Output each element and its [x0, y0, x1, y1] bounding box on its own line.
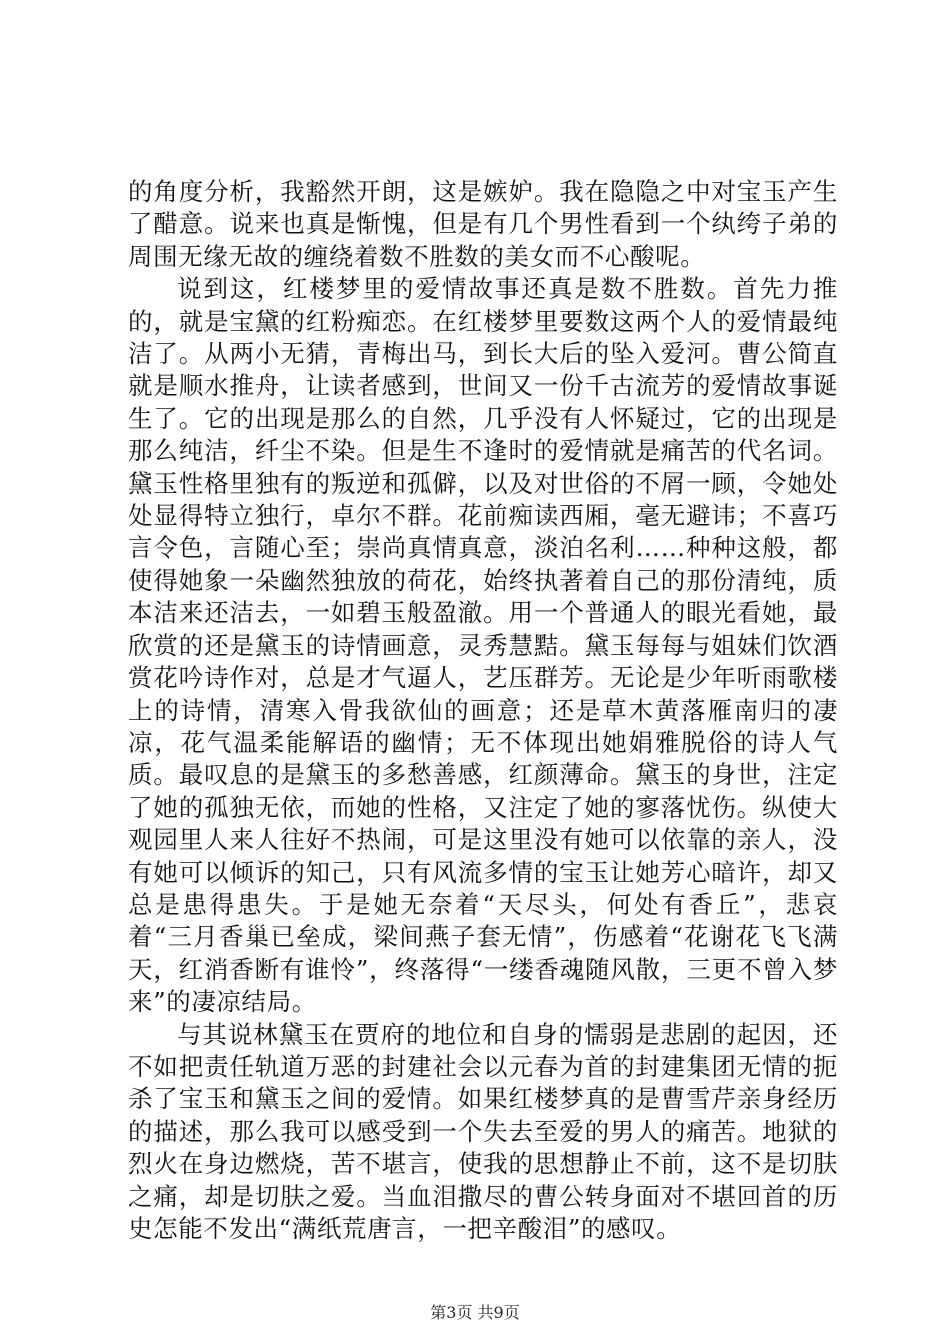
document-body	[128, 176, 838, 1245]
page-footer	[0, 1300, 950, 1323]
paragraph-tragedy-cause: 与其说林黛玉在贾府的地位和自身的懦弱是悲剧的起因，还不如把责任轨道万恶的封建社会以元春为首的封建集团无情的扼杀了宝玉和黛玉之间的爱情。如果红楼梦真的是曹雪芹亲身经历的描述，那么我可以感受到一个失去至爱的男人的痛苦。地狱的烈火在身边燃烧，苦不堪言，使我的思想静止不前，这不是切肤之痛，却是切肤之爱。当血泪撒尽的曹公转身面对不堪回首的历史怎能不发出“满纸荒唐言，一把辛酸泪”的感叹。	[128, 1019, 838, 1243]
paragraph-continuation: 的角度分析，我豁然开朗，这是嫉妒。我在隐隐之中对宝玉产生了醋意。说来也真是惭愧，但是有几个男性看到一个纨绔子弟的周围无缘无故的缠绕着数不胜数的美女而不心酸呢。	[128, 177, 838, 271]
page-number: 第3页 共9页	[430, 1303, 520, 1322]
paragraph-daiyu-love: 说到这，红楼梦里的爱情故事还真是数不胜数。首先力推的，就是宝黛的红粉痴恋。在红楼梦里要数这两个人的爱情最纯洁了。从两小无猜，青梅出马，到长大后的坠入爱河。曹公简直就是顺水推舟，让读者感到，世间又一份千古流芳的爱情故事诞生了。它的出现是那么的自然，几乎没有人怀疑过，它的出现是那么纯洁，纤尘不染。但是生不逢时的爱情就是痛苦的代名词。黛玉性格里独有的叛逆和孤僻，以及对世俗的不屑一顾，令她处处显得特立独行，卓尔不群。花前痴读西厢，毫无避讳；不喜巧言令色，言随心至；崇尚真情真意，淡泊名利……种种这般，都使得她象一朵幽然独放的荷花，始终执著着自己的那份清纯，质本洁来还洁去，一如碧玉般盈澈。用一个普通人的眼光看她，最欣赏的还是黛玉的诗情画意，灵秀慧黠。黛玉每每与姐妹们饮酒赏花吟诗作对，总是才气逼人，艺压群芳。无论是少年听雨歌楼上的诗情，清寒入骨我欲仙的画意；还是草木黄落雁南归的凄凉，花气温柔能解语的幽情；无不体现出她娟雅脱俗的诗人气质。最叹息的是黛玉的多愁善感，红颜薄命。黛玉的身世，注定了她的孤独无依，而她的性格，又注定了她的寥落忧伤。纵使大观园里人来人往好不热闹，可是这里没有她可以依靠的亲人，没有她可以倾诉的知己，只有风流多情的宝玉让她芳心暗许，却又总是患得患失。于是她无奈着“天尽头，何处有香丘”，悲哀着“三月香巢已垒成，梁间燕子套无情”，伤感着“花谢花飞飞满天，红消香断有谁怜”，终落得“一缕香魂随风散，三更不曾入梦来”的凄凉结局。	[128, 274, 838, 1017]
